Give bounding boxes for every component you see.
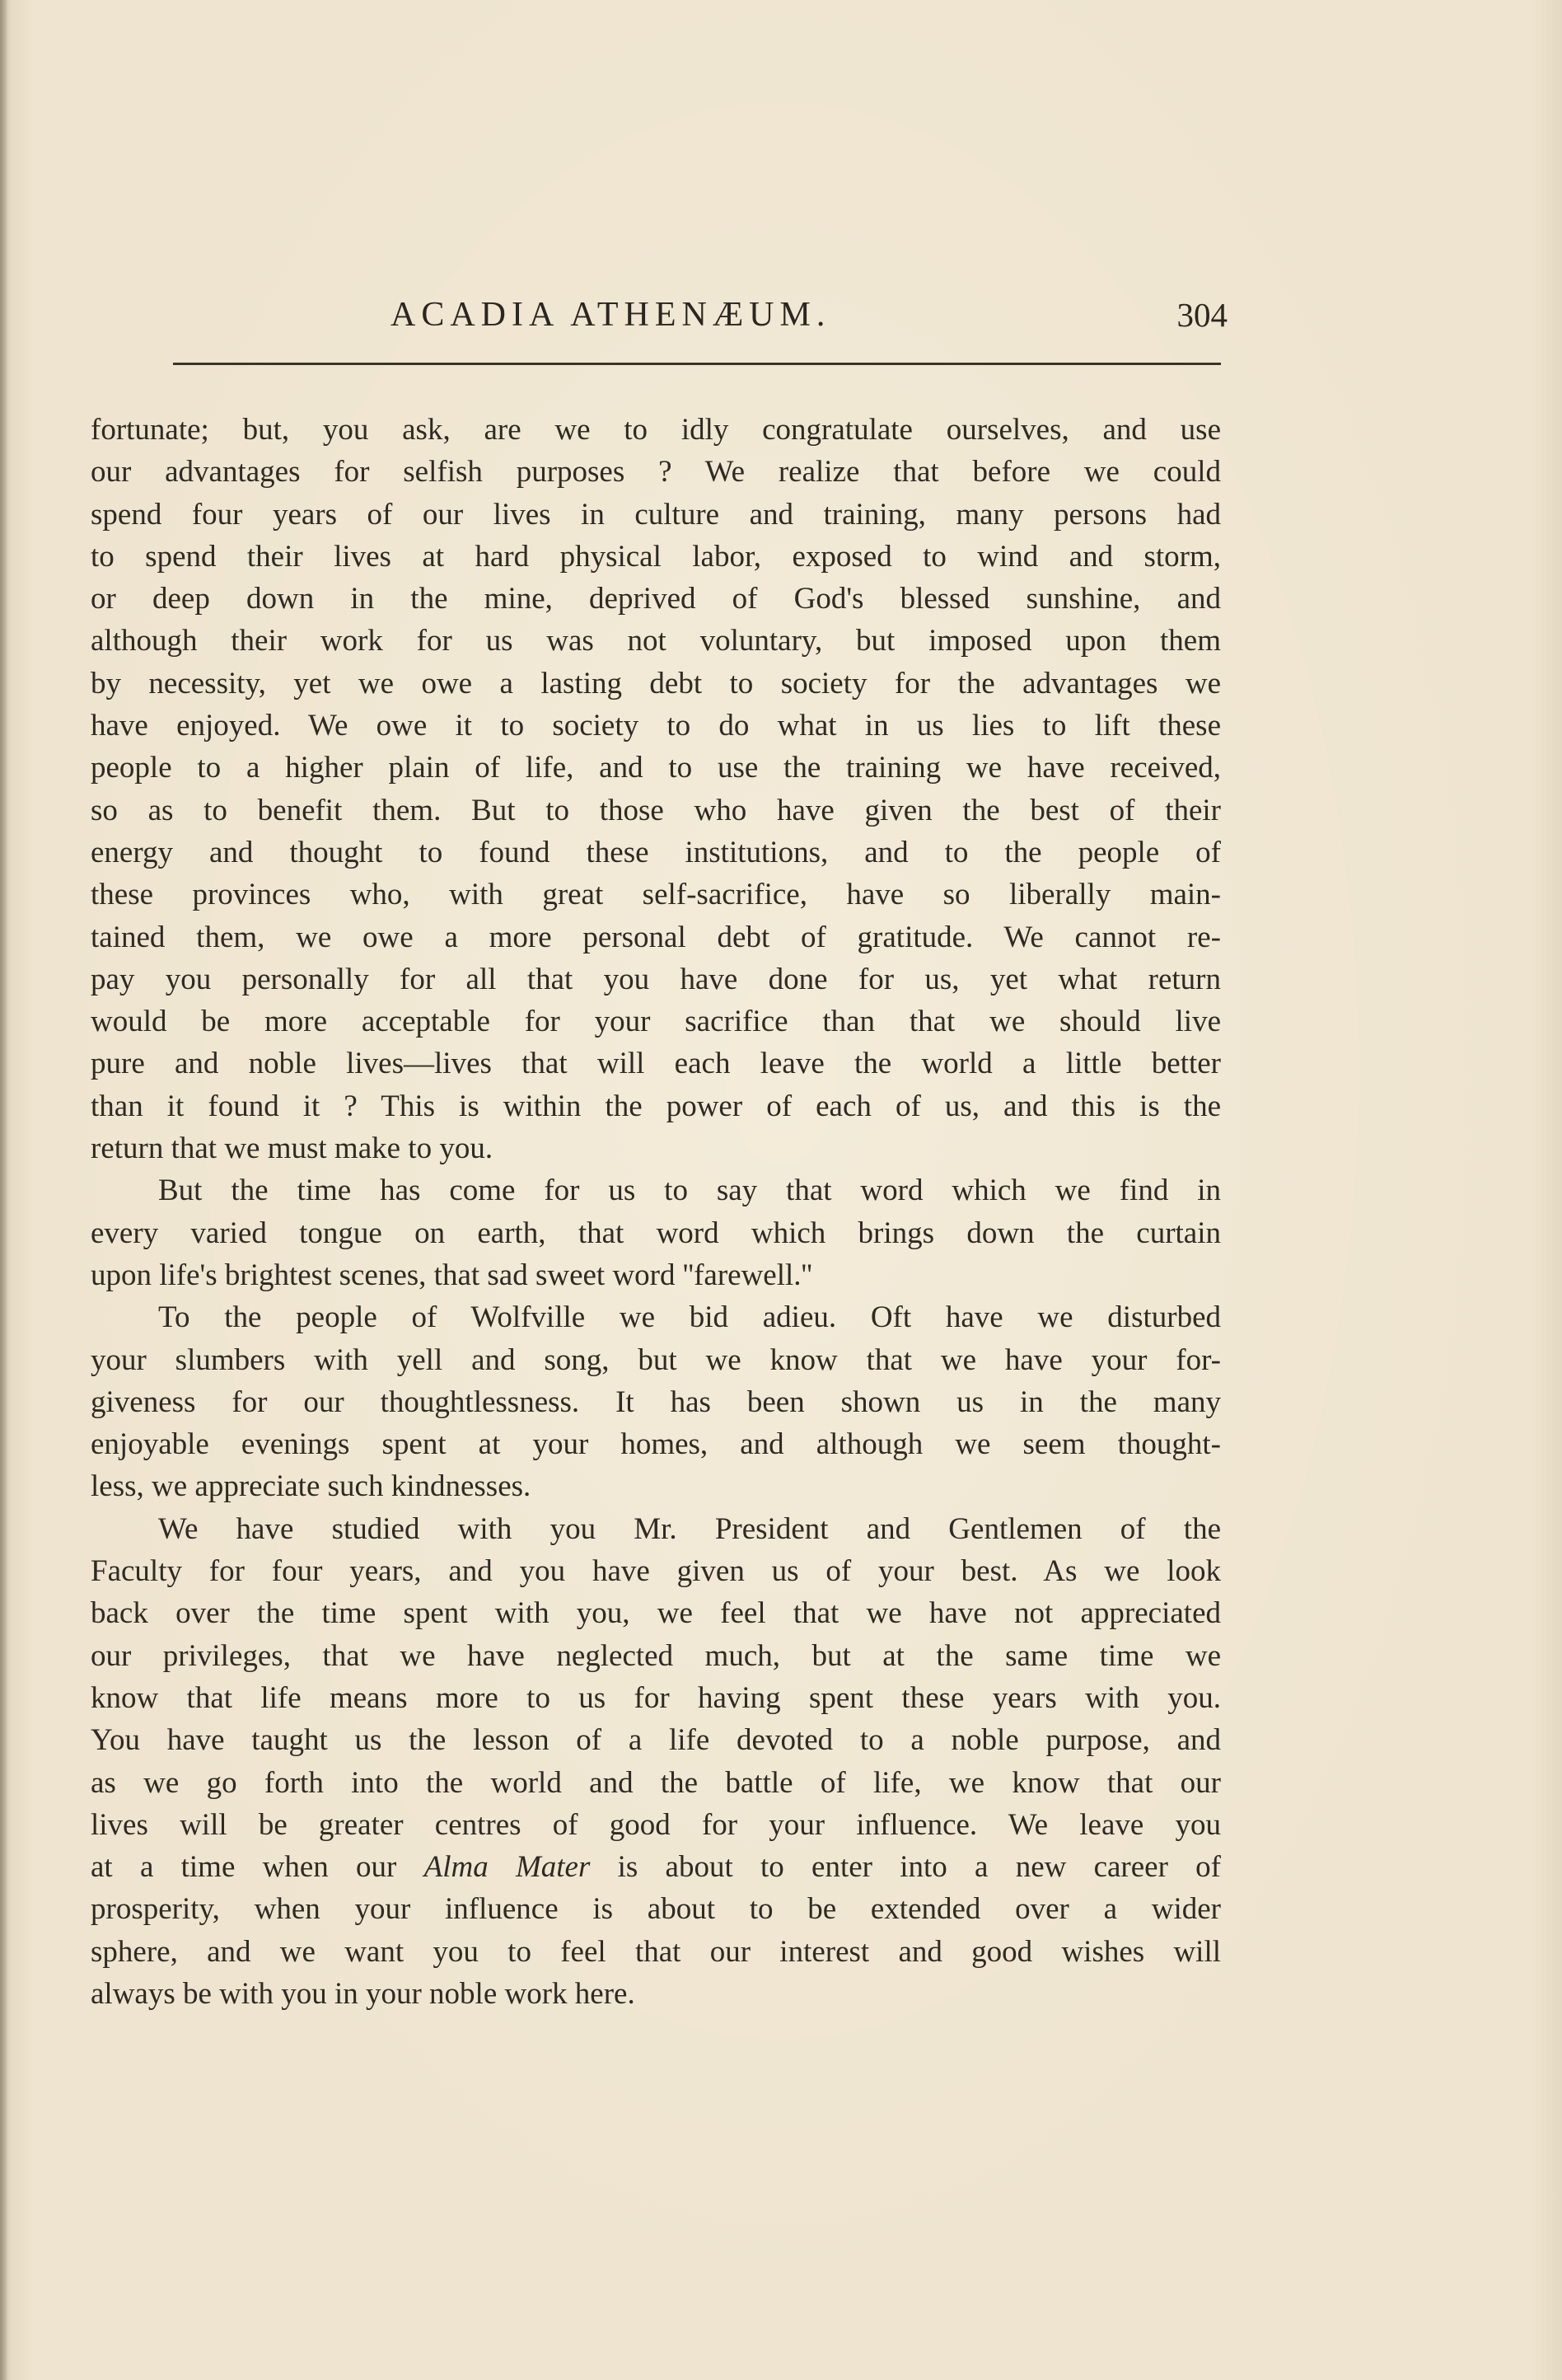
text-line: people to a higher plain of life, and to use the training we have received, [91, 751, 1221, 785]
journal-title: ACADIA ATHENÆUM. [390, 296, 831, 334]
text-line: every varied tongue on earth, that word which brings down the curtain [91, 1216, 1221, 1250]
text-line: have enjoyed. We owe it to society to do what in us lies to lift these [91, 709, 1221, 743]
paragraph-first-line: To the people of Wolfville we bid adieu. Oft have we disturbed [158, 1300, 1221, 1335]
text-line: upon life's brightest scenes, that sad sweet word ''farewell.'' [91, 1258, 812, 1292]
text-line: know that life means more to us for having spent these years with you. [91, 1680, 1221, 1715]
page-number: 304 [1176, 296, 1228, 334]
text-line: prosperity, when your influence is about to be extended over a wider [91, 1892, 1221, 1927]
text-line: enjoyable evenings spent at your homes, and although we seem thought- [91, 1427, 1221, 1462]
text-line: back over the time spent with you, we feel that we have not appreciated [91, 1596, 1221, 1631]
text-line: as we go forth into the world and the battle of life, we know that our [91, 1765, 1221, 1800]
running-header [91, 290, 1228, 340]
text-line: pay you personally for all that you have done for us, yet what return [91, 962, 1221, 996]
text-segment: at a time when our [91, 1850, 424, 1885]
text-line: You have taught us the lesson of a life devoted to a noble purpose, and [91, 1723, 1221, 1758]
text-line: your slumbers with yell and song, but we know that we have your for- [91, 1342, 1221, 1377]
text-line: our advantages for selfish purposes ? We realize that before we could [91, 455, 1221, 490]
text-line: or deep down in the mine, deprived of God's blessed sunshine, and [91, 582, 1221, 616]
text-line: Faculty for four years, and you have given us of your best. As we look [91, 1554, 1221, 1589]
text-line: lives will be greater centres of good for your influence. We leave you [91, 1807, 1221, 1842]
text-line: fortunate; but, you ask, are we to idly congratulate ourselves, and use [91, 413, 1221, 447]
text-line: less, we appreciate such kindnesses. [91, 1469, 531, 1504]
text-line: energy and thought to found these institutions, and to the people of [91, 835, 1221, 869]
text-line: sphere, and we want you to feel that our interest and good wishes will [91, 1934, 1221, 1969]
text-line: these provinces who, with great self-sacrifice, have so liberally main- [91, 878, 1221, 912]
text-line-with-italic [91, 1846, 1221, 1888]
spine-shadow [0, 0, 8, 2380]
text-line: by necessity, yet we owe a lasting debt to society for the advantages we [91, 666, 1221, 700]
paragraph-first-line: But the time has come for us to say that word which we find in [158, 1174, 1221, 1208]
italic-phrase: Alma Mater [423, 1850, 591, 1885]
text-line: our privileges, that we have neglected much, but at the same time we [91, 1638, 1221, 1673]
article-body [91, 409, 1221, 2015]
text-line: to spend their lives at hard physical labor, exposed to wind and storm, [91, 539, 1221, 574]
text-line: although their work for us was not voluntary, but imposed upon them [91, 624, 1221, 658]
text-line: pure and noble lives—lives that will each leave the world a little better [91, 1047, 1221, 1081]
text-line: than it found it ? This is within the power of each of us, and this is the [91, 1089, 1221, 1123]
header-rule [173, 363, 1221, 365]
paragraph-first-line: We have studied with you Mr. President and Gentlemen of the [158, 1511, 1221, 1546]
text-line: return that we must make to you. [91, 1131, 493, 1166]
text-line: tained them, we owe a more personal debt of gratitude. We cannot re- [91, 920, 1221, 954]
text-segment: is about to enter into a new career of [590, 1850, 1221, 1885]
text-line: would be more acceptable for your sacrifice than that we should live [91, 1005, 1221, 1039]
text-line: giveness for our thoughtlessness. It has been shown us in the many [91, 1384, 1221, 1419]
text-line: always be with you in your noble work here. [91, 1976, 635, 2011]
text-line: spend four years of our lives in culture and training, many persons had [91, 497, 1221, 532]
text-line: so as to benefit them. But to those who have given the best of their [91, 793, 1221, 827]
